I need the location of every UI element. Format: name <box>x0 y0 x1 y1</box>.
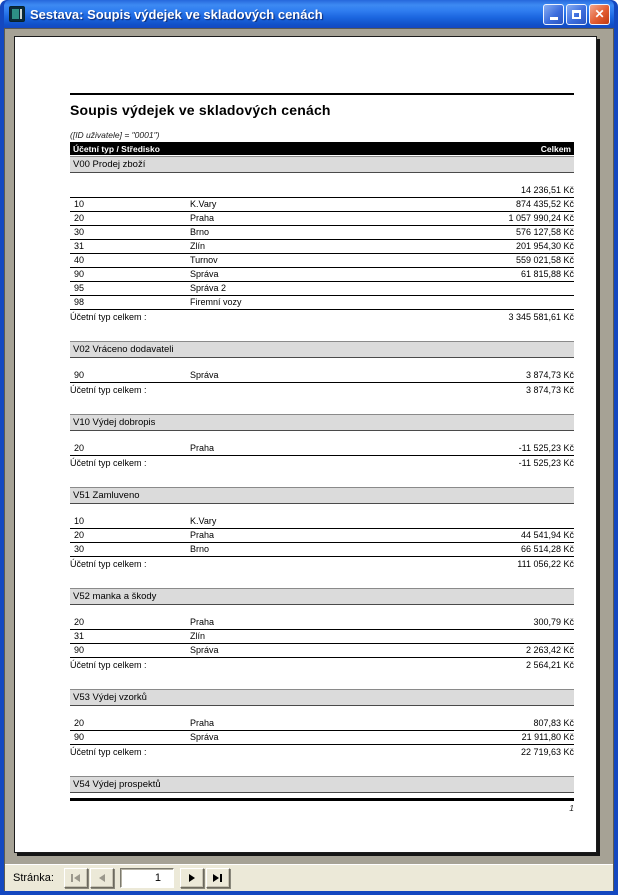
column-header-left: Účetní typ / Středisko <box>73 143 160 154</box>
table-row <box>70 282 574 296</box>
row-code: 30 <box>74 227 85 237</box>
print-preview-backdrop <box>5 29 613 864</box>
row-value: 14 236,51 Kč <box>520 185 574 195</box>
row-name <box>190 184 521 197</box>
table-row <box>70 616 574 630</box>
section-total-value: 22 719,63 Kč <box>520 747 574 757</box>
preview-client-area <box>4 28 614 891</box>
row-name: Praha <box>190 530 215 540</box>
section-total-row <box>70 557 574 571</box>
section-total-value: -11 525,23 Kč <box>518 458 574 468</box>
next-page-icon <box>189 874 195 882</box>
section-header-label: V51 Zamluveno <box>73 490 140 501</box>
row-code: 20 <box>74 617 85 627</box>
row-value: 874 435,52 Kč <box>515 199 574 209</box>
section-header-band <box>70 414 574 431</box>
page-navigation-bar <box>5 864 613 891</box>
next-page-button[interactable] <box>180 868 204 888</box>
page-number-input[interactable] <box>120 868 174 888</box>
row-name: Brno <box>190 544 210 554</box>
row-name: Správa <box>190 370 219 380</box>
row-code: 20 <box>74 443 85 453</box>
table-row <box>70 731 574 745</box>
table-row <box>70 226 574 240</box>
section-header-label: V52 manka a škody <box>73 591 157 602</box>
section-total-value: 3 874,73 Kč <box>525 385 574 395</box>
row-value: 21 911,80 Kč <box>521 732 574 742</box>
table-row <box>70 240 574 254</box>
row-code: 90 <box>74 370 85 380</box>
section-total-row <box>70 745 574 759</box>
row-code: 95 <box>74 283 85 293</box>
table-row <box>70 184 574 198</box>
section-total-row <box>70 658 574 672</box>
section-total-value: 3 345 581,61 Kč <box>508 312 574 322</box>
row-code: 20 <box>74 213 85 223</box>
section-header-label: V53 Výdej vzorků <box>73 692 147 703</box>
row-code: 20 <box>74 530 85 540</box>
row-name: Správa <box>190 269 219 279</box>
minimize-icon <box>550 17 558 20</box>
table-row <box>70 212 574 226</box>
row-code: 10 <box>74 199 85 209</box>
row-code: 40 <box>74 255 85 265</box>
row-value: 576 127,58 Kč <box>515 227 574 237</box>
first-page-icon <box>71 874 80 882</box>
section-header-band <box>70 341 574 358</box>
first-page-button[interactable] <box>64 868 88 888</box>
row-code: 31 <box>74 241 85 251</box>
table-row <box>70 198 574 212</box>
section-header-band <box>70 588 574 605</box>
report-section <box>70 156 574 324</box>
section-header-label: V00 Prodej zboží <box>73 159 146 170</box>
section-total-label: Účetní typ celkem : <box>70 312 147 322</box>
row-value: 559 021,58 Kč <box>515 255 574 265</box>
section-total-label: Účetní typ celkem : <box>70 458 147 468</box>
section-header-label: V10 Výdej dobropis <box>73 417 156 428</box>
row-name: Firemní vozy <box>190 297 242 307</box>
section-rows <box>70 184 574 310</box>
row-name: Brno <box>190 227 210 237</box>
row-name: K.Vary <box>190 516 217 526</box>
row-code: 10 <box>74 516 85 526</box>
row-name: Zlín <box>190 631 206 641</box>
report-section <box>70 341 574 397</box>
row-value: 66 514,28 Kč <box>520 544 574 554</box>
row-value: 1 057 990,24 Kč <box>508 213 574 223</box>
row-code: 31 <box>74 631 85 641</box>
row-value: 44 541,94 Kč <box>520 530 574 540</box>
section-total-label: Účetní typ celkem : <box>70 385 147 395</box>
close-icon: ✕ <box>594 7 605 21</box>
report-section <box>70 414 574 470</box>
report-sections <box>70 156 574 793</box>
row-code: 90 <box>74 269 85 279</box>
maximize-button[interactable] <box>566 4 587 25</box>
column-header-bar <box>70 142 574 155</box>
row-code: 90 <box>74 732 85 742</box>
table-row <box>70 254 574 268</box>
section-rows <box>70 616 574 658</box>
row-value: 300,79 Kč <box>533 617 574 627</box>
row-value: 3 874,73 Kč <box>525 370 574 380</box>
report-section <box>70 689 574 759</box>
section-total-row <box>70 310 574 324</box>
table-row <box>70 369 574 383</box>
section-total-value: 2 564,21 Kč <box>525 660 574 670</box>
section-rows <box>70 515 574 557</box>
row-value: -11 525,23 Kč <box>518 443 574 453</box>
row-name: Správa <box>190 732 219 742</box>
row-code <box>70 184 190 197</box>
last-page-icon <box>213 874 222 882</box>
close-button[interactable] <box>589 4 610 25</box>
table-row <box>70 543 574 557</box>
filter-expression: ([ID uživatele] = "0001") <box>70 130 160 140</box>
table-row <box>70 644 574 658</box>
section-rows <box>70 369 574 383</box>
minimize-button[interactable] <box>543 4 564 25</box>
row-code: 30 <box>74 544 85 554</box>
row-value: 201 954,30 Kč <box>515 241 574 251</box>
report-section <box>70 776 574 793</box>
report-title: Soupis výdejek ve skladových cenách <box>70 102 331 118</box>
table-row <box>70 529 574 543</box>
page-number: 1 <box>569 803 574 813</box>
report-section <box>70 487 574 571</box>
previous-page-icon <box>99 874 105 882</box>
row-code: 98 <box>74 297 85 307</box>
row-name: Zlín <box>190 241 206 251</box>
section-total-value: 111 056,22 Kč <box>517 559 574 569</box>
row-name: Správa <box>190 645 219 655</box>
table-row <box>70 630 574 644</box>
row-name: Správa 2 <box>190 283 227 293</box>
table-row <box>70 717 574 731</box>
row-value: 807,83 Kč <box>533 718 574 728</box>
section-header-band <box>70 487 574 504</box>
row-name: Praha <box>190 617 215 627</box>
section-total-label: Účetní typ celkem : <box>70 747 147 757</box>
table-row <box>70 515 574 529</box>
section-total-row <box>70 383 574 397</box>
page-nav-label: Stránka: <box>13 872 54 884</box>
section-rows <box>70 717 574 745</box>
section-header-label: V54 Výdej prospektů <box>73 779 161 790</box>
section-total-row <box>70 456 574 470</box>
table-row <box>70 296 574 310</box>
report-icon[interactable] <box>9 6 25 22</box>
report-section <box>70 588 574 672</box>
report-page[interactable] <box>14 36 597 853</box>
title-rule <box>70 93 574 95</box>
table-row <box>70 442 574 456</box>
section-rows <box>70 442 574 456</box>
last-page-button[interactable] <box>206 868 230 888</box>
row-code: 20 <box>74 718 85 728</box>
row-name: K.Vary <box>190 199 217 209</box>
section-header-band <box>70 776 574 793</box>
column-header-right: Celkem <box>540 143 571 154</box>
section-header-band <box>70 689 574 706</box>
row-name: Praha <box>190 443 215 453</box>
row-name: Turnov <box>190 255 218 265</box>
row-name: Praha <box>190 213 215 223</box>
table-row <box>70 268 574 282</box>
section-total-label: Účetní typ celkem : <box>70 660 147 670</box>
row-value: 61 815,88 Kč <box>520 269 574 279</box>
title-bar[interactable] <box>4 0 614 28</box>
section-header-label: V02 Vráceno dodavateli <box>73 344 174 355</box>
maximize-icon <box>572 10 581 19</box>
row-value: 2 263,42 Kč <box>525 645 574 655</box>
previous-page-button[interactable] <box>90 868 114 888</box>
row-code: 90 <box>74 645 85 655</box>
section-total-label: Účetní typ celkem : <box>70 559 147 569</box>
window-title: Sestava: Soupis výdejek ve skladových cenách <box>30 6 323 22</box>
row-name: Praha <box>190 718 215 728</box>
section-header-band <box>70 156 574 173</box>
